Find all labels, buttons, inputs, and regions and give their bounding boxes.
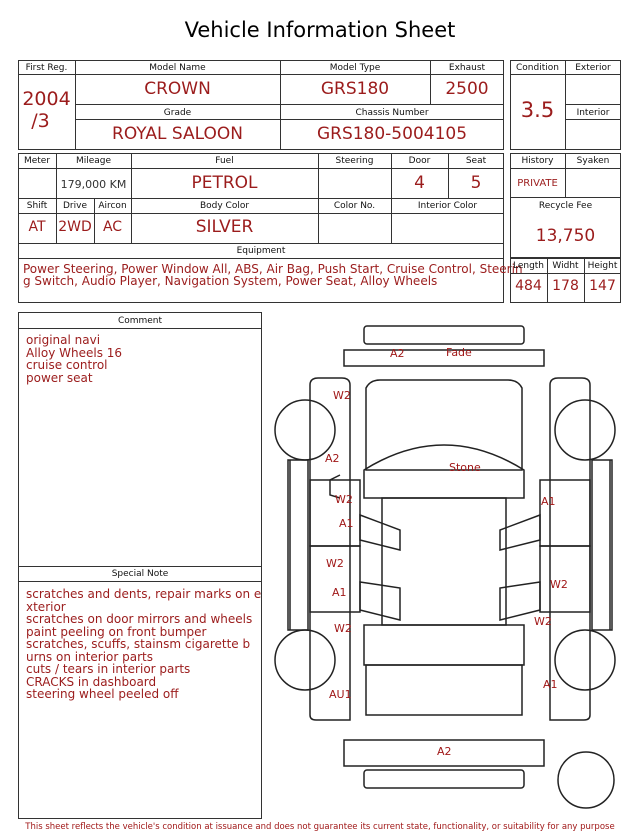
damage-mark: A2 [437,745,452,758]
damage-mark: W2 [534,615,552,628]
damage-mark: W2 [335,493,353,506]
equipment-line-1: Power Steering, Power Window All, ABS, Air Bag, Push Start, Cruise Control, Steerin [23,262,523,276]
first-reg-year: 2004 [22,88,71,110]
aircon: AC [102,219,123,235]
damage-mark: AU1 [329,688,352,701]
model-name: CROWN [144,79,211,99]
seat-label: Seat [465,156,487,166]
comment-line: Alloy Wheels 16 [26,345,123,360]
model-name-label: Model Name [149,63,206,73]
note-line: cuts / tears in interior parts [26,662,191,676]
recycle-fee-label: Recycle Fee [538,201,593,211]
damage-mark: Stone [449,461,481,474]
recycle-fee: 13,750 [535,226,596,246]
interior-label: Interior [576,108,610,118]
special-note-label: Special Note [111,569,169,579]
body-color: SILVER [195,217,254,237]
grade-label: Grade [163,108,192,118]
page-title: Vehicle Information Sheet [184,18,456,42]
history-label: History [521,156,554,166]
width-label: Widht [552,261,579,271]
comment-line: cruise control [26,358,108,372]
footer-disclaimer: This sheet reflects the vehicle's condition at issuance and does not guarantee its current state, functionality, or suitability for any purpose [25,822,615,832]
door: 4 [414,173,425,193]
length: 484 [515,278,542,294]
color-no-label: Color No. [333,201,376,211]
syaken-label: Syaken [576,156,610,166]
note-line: steering wheel peeled off [26,687,179,701]
steering-label: Steering [335,156,374,166]
note-line: scratches and dents, repair marks on e [26,587,262,601]
grade: ROYAL SALOON [112,124,243,144]
fuel-label: Fuel [215,156,234,166]
note-line: urns on interior parts [26,649,154,664]
length-label: Length [512,261,545,271]
model-type-label: Model Type [329,63,381,73]
note-line: xterior [26,599,66,614]
damage-mark: W2 [334,622,352,635]
note-line: CRACKS in dashboard [26,674,157,689]
height-label: Height [587,261,618,271]
interior-color-label: Interior Color [417,201,478,211]
condition-grade: 3.5 [520,98,555,122]
damage-mark: W2 [333,389,351,402]
damage-mark: A2 [390,347,405,360]
chassis-label: Chassis Number [355,108,429,118]
drive-label: Drive [63,201,87,211]
exhaust-label: Exhaust [448,63,486,73]
damage-mark: A1 [541,495,556,508]
note-line: scratches on door mirrors and wheels [26,612,253,626]
fuel: PETROL [191,173,258,193]
comment-line: power seat [26,370,93,385]
body-color-label: Body Color [199,201,250,211]
damage-mark: W2 [550,578,568,591]
shift: AT [28,219,46,235]
width: 178 [552,278,579,294]
note-line: paint peeling on front bumper [26,624,207,639]
first-reg-month: /3 [31,110,50,132]
equipment-line-2: g Switch, Audio Player, Navigation System, Power Seat, Alloy Wheels [23,274,438,288]
special-note-text [26,588,261,701]
damage-mark: A1 [339,517,354,530]
shift-label: Shift [26,201,48,211]
height: 147 [589,278,616,294]
note-line: scratches, scuffs, stainsm cigarette b [26,637,251,651]
seat: 5 [470,173,482,193]
history: PRIVATE [517,178,558,189]
first-reg-label: First Reg. [25,63,68,73]
damage-mark: Fade [446,346,472,359]
comment-line: original navi [26,333,101,347]
damage-mark: W2 [326,557,344,570]
equipment-label: Equipment [236,246,286,256]
mileage-label: Mileage [75,156,112,166]
comment-text [26,334,122,384]
condition-label: Condition [516,63,559,73]
comment-label: Comment [117,316,163,326]
meter-label: Meter [23,156,51,166]
damage-mark: A1 [332,586,347,599]
door-label: Door [408,156,431,166]
mileage: 179,000 KM [60,178,127,191]
damage-mark: A2 [325,452,340,465]
exhaust: 2500 [445,79,489,99]
drive: 2WD [58,219,92,235]
damage-mark: A1 [543,678,558,691]
model-type: GRS180 [320,79,390,99]
exterior-label: Exterior [575,63,611,73]
chassis: GRS180-5004105 [316,124,468,144]
aircon-label: Aircon [98,201,127,211]
